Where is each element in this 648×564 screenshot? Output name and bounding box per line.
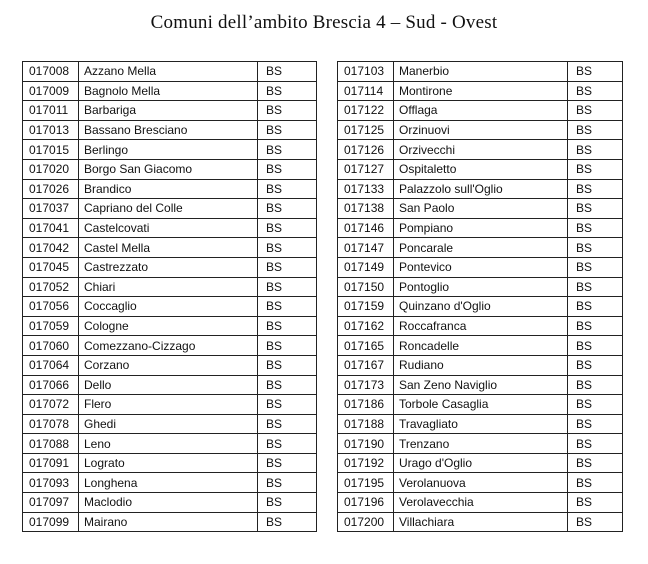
table-row [338,395,623,415]
municipality-name-cell: Longhena [79,473,258,493]
municipality-name-cell: Trenzano [394,434,568,454]
province-cell: BS [258,179,317,199]
municipality-name-cell: San Zeno Naviglio [394,375,568,395]
istat-code-cell: 017149 [338,257,394,277]
table-row [23,101,317,121]
municipality-name-cell: Barbariga [79,101,258,121]
province-cell: BS [568,395,623,415]
municipality-name-cell: Roccafranca [394,316,568,336]
istat-code-cell: 017052 [23,277,79,297]
table-row [338,316,623,336]
province-cell: BS [568,62,623,82]
municipality-name-cell: Travagliato [394,414,568,434]
istat-code-cell: 017056 [23,297,79,317]
table-row [23,453,317,473]
municipality-name-cell: Manerbio [394,62,568,82]
municipality-name-cell: San Paolo [394,199,568,219]
municipality-name-cell: Villachiara [394,512,568,532]
province-cell: BS [568,434,623,454]
istat-code-cell: 017064 [23,355,79,375]
istat-code-cell: 017122 [338,101,394,121]
municipality-name-cell: Maclodio [79,493,258,513]
istat-code-cell: 017159 [338,297,394,317]
table-row [23,493,317,513]
municipality-name-cell: Verolavecchia [394,493,568,513]
municipality-name-cell: Ospitaletto [394,159,568,179]
municipality-name-cell: Bassano Bresciano [79,120,258,140]
province-cell: BS [568,120,623,140]
municipality-name-cell: Ghedi [79,414,258,434]
province-cell: BS [568,336,623,356]
istat-code-cell: 017037 [23,199,79,219]
province-cell: BS [258,120,317,140]
municipality-name-cell: Azzano Mella [79,62,258,82]
province-cell: BS [568,199,623,219]
table-row [23,277,317,297]
municipality-name-cell: Castelcovati [79,218,258,238]
table-row [338,512,623,532]
istat-code-cell: 017009 [23,81,79,101]
istat-code-cell: 017192 [338,453,394,473]
municipality-name-cell: Borgo San Giacomo [79,159,258,179]
municipality-name-cell: Corzano [79,355,258,375]
table-row [23,62,317,82]
table-row [338,81,623,101]
province-cell: BS [568,493,623,513]
table-row [23,297,317,317]
municipality-name-cell: Bagnolo Mella [79,81,258,101]
province-cell: BS [258,414,317,434]
table-row [338,179,623,199]
table-row [338,453,623,473]
istat-code-cell: 017099 [23,512,79,532]
table-row [338,140,623,160]
municipality-name-cell: Poncarale [394,238,568,258]
municipalities-table-right-body [338,62,623,532]
province-cell: BS [258,473,317,493]
municipality-name-cell: Capriano del Colle [79,199,258,219]
istat-code-cell: 017015 [23,140,79,160]
table-row [23,257,317,277]
istat-code-cell: 017138 [338,199,394,219]
municipality-name-cell: Palazzolo sull'Oglio [394,179,568,199]
table-row [23,375,317,395]
table-row [23,434,317,454]
istat-code-cell: 017045 [23,257,79,277]
istat-code-cell: 017013 [23,120,79,140]
province-cell: BS [568,218,623,238]
istat-code-cell: 017147 [338,238,394,258]
table-row [338,434,623,454]
province-cell: BS [258,238,317,258]
table-row [338,297,623,317]
province-cell: BS [568,81,623,101]
municipality-name-cell: Offlaga [394,101,568,121]
table-row [23,395,317,415]
istat-code-cell: 017162 [338,316,394,336]
istat-code-cell: 017097 [23,493,79,513]
municipality-name-cell: Montirone [394,81,568,101]
province-cell: BS [568,257,623,277]
municipality-name-cell: Dello [79,375,258,395]
istat-code-cell: 017195 [338,473,394,493]
table-row [23,218,317,238]
istat-code-cell: 017093 [23,473,79,493]
province-cell: BS [568,355,623,375]
municipality-name-cell: Coccaglio [79,297,258,317]
municipality-name-cell: Castel Mella [79,238,258,258]
province-cell: BS [258,101,317,121]
table-row [338,473,623,493]
municipality-name-cell: Urago d'Oglio [394,453,568,473]
istat-code-cell: 017078 [23,414,79,434]
istat-code-cell: 017026 [23,179,79,199]
province-cell: BS [258,277,317,297]
province-cell: BS [568,140,623,160]
table-row [23,81,317,101]
istat-code-cell: 017196 [338,493,394,513]
province-cell: BS [568,179,623,199]
istat-code-cell: 017186 [338,395,394,415]
table-row [23,473,317,493]
table-row [338,159,623,179]
province-cell: BS [568,414,623,434]
municipality-name-cell: Cologne [79,316,258,336]
istat-code-cell: 017126 [338,140,394,160]
province-cell: BS [568,473,623,493]
istat-code-cell: 017165 [338,336,394,356]
province-cell: BS [568,277,623,297]
istat-code-cell: 017059 [23,316,79,336]
province-cell: BS [258,375,317,395]
province-cell: BS [258,493,317,513]
municipality-name-cell: Pontevico [394,257,568,277]
municipality-name-cell: Pompiano [394,218,568,238]
istat-code-cell: 017091 [23,453,79,473]
istat-code-cell: 017041 [23,218,79,238]
province-cell: BS [258,62,317,82]
istat-code-cell: 017042 [23,238,79,258]
table-row [23,179,317,199]
municipality-name-cell: Leno [79,434,258,454]
province-cell: BS [568,453,623,473]
istat-code-cell: 017088 [23,434,79,454]
province-cell: BS [568,297,623,317]
table-row [23,336,317,356]
table-row [338,218,623,238]
document-title: Comuni dell’ambito Brescia 4 – Sud - Ovest [150,12,498,33]
province-cell: BS [568,375,623,395]
table-row [338,336,623,356]
istat-code-cell: 017127 [338,159,394,179]
municipality-name-cell: Verolanuova [394,473,568,493]
table-row [338,199,623,219]
municipality-name-cell: Chiari [79,277,258,297]
table-row [23,120,317,140]
province-cell: BS [258,81,317,101]
municipality-name-cell: Mairano [79,512,258,532]
municipality-name-cell: Quinzano d'Oglio [394,297,568,317]
province-cell: BS [568,238,623,258]
table-row [23,140,317,160]
table-row [23,238,317,258]
municipality-name-cell: Pontoglio [394,277,568,297]
table-row [23,355,317,375]
municipality-name-cell: Comezzano-Cizzago [79,336,258,356]
municipality-name-cell: Roncadelle [394,336,568,356]
istat-code-cell: 017200 [338,512,394,532]
istat-code-cell: 017190 [338,434,394,454]
istat-code-cell: 017072 [23,395,79,415]
table-row [338,355,623,375]
province-cell: BS [568,159,623,179]
province-cell: BS [258,336,317,356]
province-cell: BS [258,512,317,532]
istat-code-cell: 017066 [23,375,79,395]
province-cell: BS [258,453,317,473]
istat-code-cell: 017060 [23,336,79,356]
province-cell: BS [258,140,317,160]
municipality-name-cell: Castrezzato [79,257,258,277]
table-row [23,414,317,434]
province-cell: BS [258,434,317,454]
province-cell: BS [258,395,317,415]
table-row [338,238,623,258]
table-row [338,101,623,121]
istat-code-cell: 017125 [338,120,394,140]
municipality-name-cell: Lograto [79,453,258,473]
province-cell: BS [258,316,317,336]
municipalities-table-left [22,61,317,532]
municipality-name-cell: Berlingo [79,140,258,160]
table-row [23,159,317,179]
municipalities-table-right [337,61,623,532]
municipality-name-cell: Orzivecchi [394,140,568,160]
table-row [338,120,623,140]
istat-code-cell: 017008 [23,62,79,82]
province-cell: BS [568,512,623,532]
municipality-name-cell: Rudiano [394,355,568,375]
municipality-name-cell: Brandico [79,179,258,199]
table-row [23,199,317,219]
province-cell: BS [258,159,317,179]
municipality-name-cell: Orzinuovi [394,120,568,140]
table-row [338,414,623,434]
municipalities-table-left-body [23,62,317,532]
istat-code-cell: 017103 [338,62,394,82]
municipality-name-cell: Flero [79,395,258,415]
istat-code-cell: 017173 [338,375,394,395]
province-cell: BS [258,355,317,375]
istat-code-cell: 017020 [23,159,79,179]
istat-code-cell: 017133 [338,179,394,199]
province-cell: BS [568,101,623,121]
istat-code-cell: 017188 [338,414,394,434]
province-cell: BS [568,316,623,336]
table-row [23,512,317,532]
table-row [338,257,623,277]
province-cell: BS [258,199,317,219]
province-cell: BS [258,297,317,317]
table-row [338,62,623,82]
table-row [338,277,623,297]
table-row [338,493,623,513]
istat-code-cell: 017146 [338,218,394,238]
table-row [23,316,317,336]
istat-code-cell: 017150 [338,277,394,297]
istat-code-cell: 017114 [338,81,394,101]
istat-code-cell: 017011 [23,101,79,121]
province-cell: BS [258,257,317,277]
table-row [338,375,623,395]
municipality-name-cell: Torbole Casaglia [394,395,568,415]
province-cell: BS [258,218,317,238]
istat-code-cell: 017167 [338,355,394,375]
